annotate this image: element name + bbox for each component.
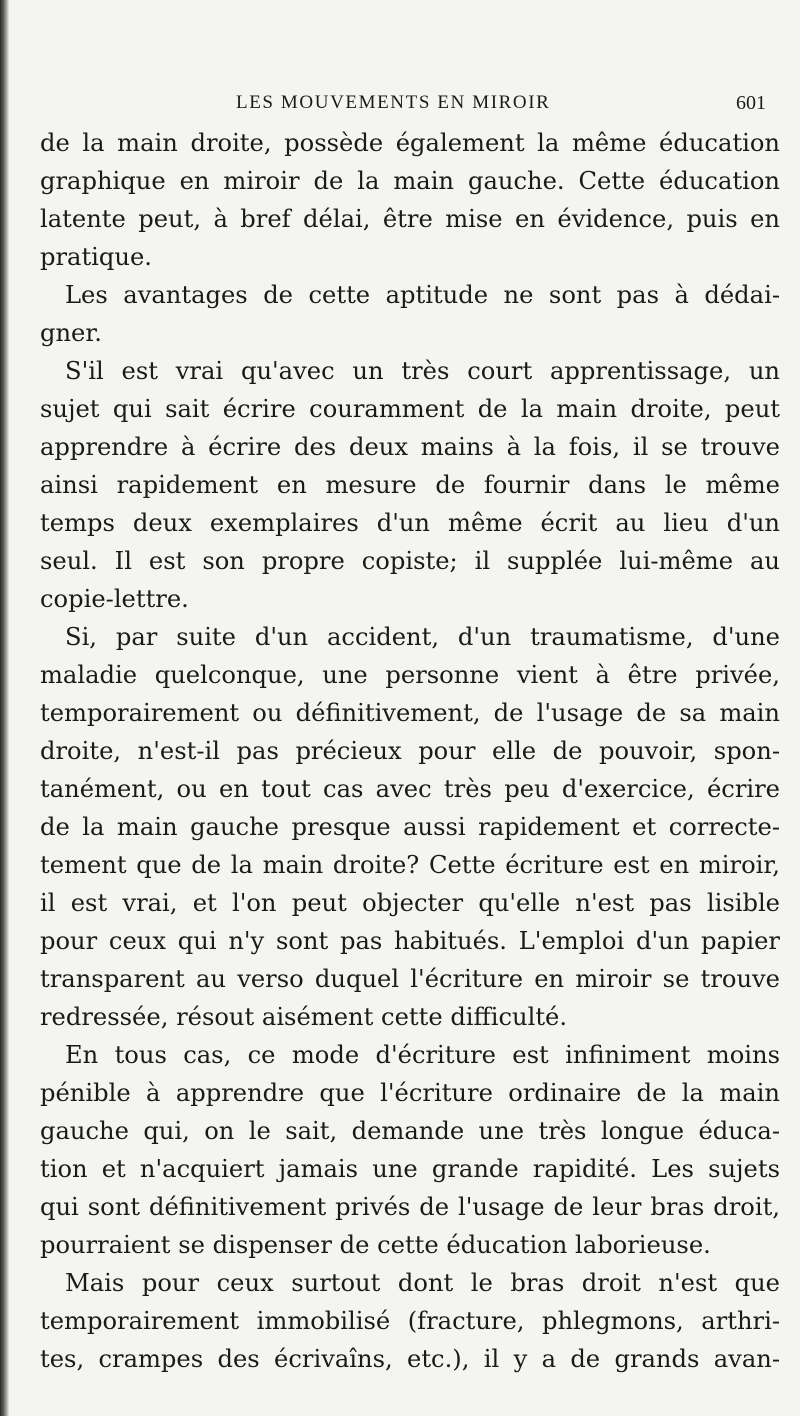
text-line: En tous cas, ce mode d'écriture est infiniment moins [65,1041,780,1069]
text-line: droite, n'est-il pas précieux pour elle de pouvoir, spon- [40,737,780,765]
text-line: il est vrai, et l'on peut objecter qu'elle n'est pas lisible [40,889,780,917]
text-line: temporairement ou définitivement, de l'usage de sa main [40,699,780,727]
text-line: tanément, ou en tout cas avec très peu d'exercice, écrire [40,775,780,803]
page-number: 601 [736,92,766,114]
text-line: gner. [40,319,102,347]
text-line: tement que de la main droite? Cette écriture est en miroir, [40,851,780,879]
text-line: Si, par suite d'un accident, d'un traumatisme, d'une [65,623,780,651]
text-line: tes, crampes des écrivaîns, etc.), il y a de grands avan- [40,1345,780,1373]
text-line: latente peut, à bref délai, être mise en évidence, puis en [40,205,780,233]
text-line: Mais pour ceux surtout dont le bras droit n'est que [65,1269,780,1297]
text-line: graphique en miroir de la main gauche. Cette éducation [40,167,780,195]
text-line: de la main droite, possède également la même éducation [40,129,780,157]
text-line: pour ceux qui n'y sont pas habitués. L'emploi d'un papier [40,927,780,955]
text-line: temps deux exemplaires d'un même écrit au lieu d'un [40,509,780,537]
text-line: pourraient se dispenser de cette éducation laborieuse. [40,1231,711,1259]
text-line: maladie quelconque, une personne vient à être privée, [40,661,780,689]
text-line: S'il est vrai qu'avec un très court apprentissage, un [65,357,780,385]
running-title: LES MOUVEMENTS EN MIROIR [236,92,551,113]
text-line: Les avantages de cette aptitude ne sont pas à dédai- [65,281,780,309]
text-line: apprendre à écrire des deux mains à la fois, il se trouve [40,433,780,461]
text-line: qui sont définitivement privés de l'usage de leur bras droit, [40,1193,780,1221]
text-line: pénible à apprendre que l'écriture ordinaire de la main [40,1079,780,1107]
text-line: copie-lettre. [40,585,189,613]
text-line: tion et n'acquiert jamais une grande rapidité. Les sujets [40,1155,780,1183]
text-line: de la main gauche presque aussi rapidement et correcte- [40,813,780,841]
text-line: pratique. [40,243,152,271]
text-line: redressée, résout aisément cette difficulté. [40,1003,568,1031]
text-line: gauche qui, on le sait, demande une très longue éduca- [40,1117,780,1145]
text-line: seul. Il est son propre copiste; il supplée lui-même au [40,547,780,575]
text-line: temporairement immobilisé (fracture, phlegmons, arthri- [40,1307,780,1335]
text-line: ainsi rapidement en mesure de fournir dans le même [40,471,780,499]
page-binding-edge [0,0,9,1416]
text-line: transparent au verso duquel l'écriture en miroir se trouve [40,965,780,993]
text-line: sujet qui sait écrire couramment de la main droite, peut [40,395,780,423]
